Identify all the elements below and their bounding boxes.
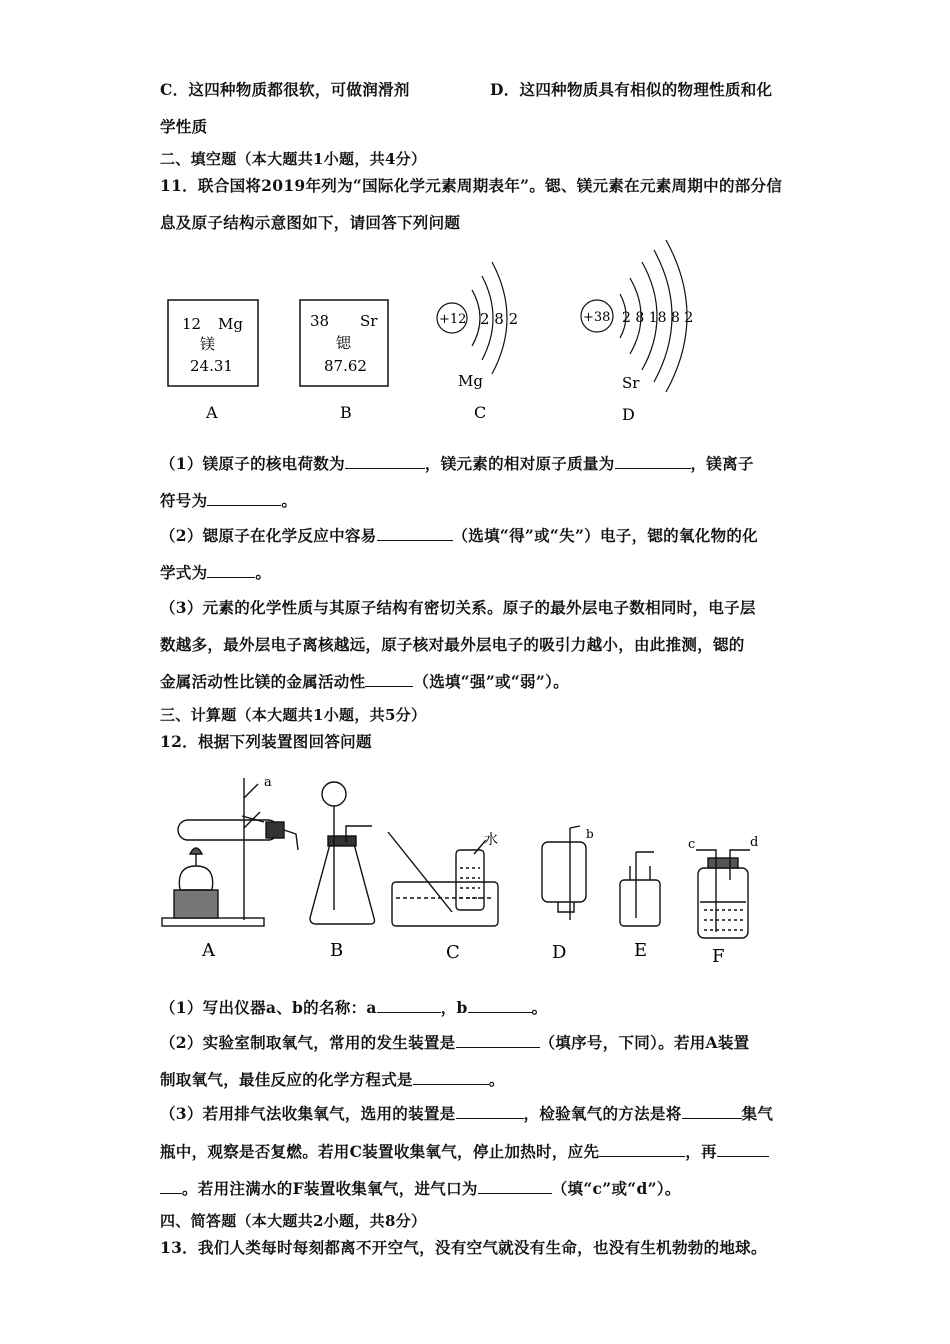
card-b-number: 38 (310, 312, 330, 330)
gas-jar-c (456, 850, 484, 910)
apparatus-label-f: F (712, 946, 725, 967)
q12-part-3-line-3: 。若用注满水的F装置收集氧气，进气口为 （填“c”或“d”）。 (160, 1177, 681, 1199)
gas-bottle-e (620, 880, 660, 926)
q12-part-2-line-1: （2）实验室制取氧气，常用的发生装置是 （填序号，下同）。若用A装置 (160, 1033, 750, 1052)
q12-part-3-line-1: （3）若用排气法收集氧气，选用的装置是 ，检验氧气的方法是将 集气 (160, 1104, 774, 1123)
mg-electrons: 2 8 2 (480, 310, 519, 328)
apparatus-label-b: B (330, 940, 344, 961)
q10-option-c: C．这四种物质都很软，可做润滑剂 (160, 80, 410, 99)
tube-stopper (266, 822, 284, 838)
answer-blank[interactable] (478, 1179, 552, 1194)
answer-blank[interactable] (377, 998, 441, 1013)
section-2-title: 二、填空题（本大题共1小题，共4分） (160, 150, 427, 168)
gas-bottle-d (542, 842, 586, 902)
answer-blank[interactable] (160, 1179, 182, 1194)
q11-part-1-line-2: 符号为 。 (160, 491, 298, 510)
mg-shell-1 (472, 290, 480, 346)
apparatus-label-d: D (552, 942, 567, 963)
q10-option-d-continued: 学性质 (160, 117, 208, 136)
q11-stem-line-2: 息及原子结构示意图如下，请回答下列问题 (160, 213, 461, 232)
delivery-tube-c (388, 832, 452, 912)
q11-part-3-line-2: 数越多，最外层电子离核越远，原子核对最外层电子的吸引力越小，由此推测，锶的 (160, 635, 745, 654)
funnel (322, 782, 346, 806)
q12-stem: 12．根据下列装置图回答问题 (160, 732, 372, 751)
card-a-name: 镁 (200, 335, 216, 353)
sr-nucleus-charge: +38 (583, 310, 611, 325)
label-b: B (340, 403, 352, 422)
test-tube (178, 820, 278, 840)
answer-blank[interactable] (456, 1104, 524, 1119)
label-a: A (206, 403, 218, 422)
q11-part-3-line-3: 金属活动性比镁的金属活动性 （选填“强”或“弱”）。 (160, 672, 569, 691)
mg-nucleus-charge: +12 (439, 312, 467, 327)
card-b-name: 锶 (336, 334, 352, 352)
stand-base-a (162, 918, 264, 926)
q11-part-3-line-1: （3）元素的化学性质与其原子结构有密切关系。原子的最外层电子数相同时，电子层 (160, 598, 756, 617)
alcohol-lamp (179, 866, 212, 890)
answer-blank[interactable] (377, 526, 453, 541)
q11-part-2-line-2: 学式为 。 (160, 563, 272, 582)
answer-blank[interactable] (717, 1142, 769, 1157)
apparatus-label-c: C (446, 942, 460, 963)
q11-part-2-line-1: （2）锶原子在化学反应中容易 （选填“得”或“失”）电子，锶的氧化物的化 (160, 526, 758, 545)
lamp-block (174, 890, 218, 918)
label-c: C (474, 403, 487, 422)
card-b-mass: 87.62 (324, 357, 367, 375)
apparatus-label-e: E (634, 940, 648, 961)
mg-symbol: Mg (458, 372, 483, 390)
card-a-number: 12 (182, 315, 202, 333)
answer-blank[interactable] (207, 491, 281, 506)
section-4-title: 四、简答题（本大题共2小题，共8分） (160, 1212, 427, 1230)
card-b-symbol: Sr (360, 312, 378, 330)
q12-part-1: （1）写出仪器a、b的名称：a ，b 。 (160, 998, 548, 1017)
apparatus-label-a: A (202, 940, 215, 961)
answer-blank[interactable] (599, 1142, 685, 1157)
q12-part-2-line-2: 制取氧气，最佳反应的化学方程式是 。 (160, 1070, 505, 1089)
answer-blank[interactable] (345, 454, 425, 469)
answer-blank[interactable] (615, 454, 691, 469)
label-d-small: d (750, 835, 759, 850)
q11-part-1-line-1: （1）镁原子的核电荷数为 ，镁元素的相对原子质量为 ，镁离子 (160, 454, 754, 473)
label-c-small: c (688, 837, 696, 852)
label-d: D (622, 405, 635, 424)
answer-blank[interactable] (207, 563, 255, 578)
sr-symbol: Sr (622, 374, 640, 392)
answer-blank[interactable] (413, 1070, 489, 1085)
q13-stem: 13．我们人类每时每刻都离不开空气，没有空气就没有生命，也没有生机勃勃的地球。 (160, 1238, 767, 1257)
label-a-small: a (264, 775, 272, 790)
section-3-title: 三、计算题（本大题共1小题，共5分） (160, 706, 427, 724)
answer-blank[interactable] (365, 672, 413, 687)
conical-flask (310, 844, 375, 924)
q12-apparatus-figure (160, 770, 780, 970)
q11-stem-line-1: 11．联合国将2019年列为“国际化学元素周期表年”。锶、镁元素在元素周期中的部分信 (160, 176, 783, 195)
delivery-tube-a (284, 830, 298, 850)
gas-bottle-f (698, 868, 748, 938)
sr-electrons: 2 8 18 8 2 (622, 310, 694, 326)
q12-part-3-line-2: 瓶中，观察是否复燃。若用C装置收集氧气，停止加热时，应先 ，再 (160, 1140, 769, 1162)
answer-blank[interactable] (468, 998, 532, 1013)
q10-option-d: D．这四种物质具有相似的物理性质和化 (490, 80, 773, 99)
answer-blank[interactable] (456, 1033, 540, 1048)
card-a-symbol: Mg (218, 315, 243, 333)
q11-figure (160, 238, 720, 433)
label-b-small: b (586, 827, 594, 841)
answer-blank[interactable] (682, 1104, 742, 1119)
label-water: 水 (484, 832, 498, 848)
card-a-mass: 24.31 (190, 357, 233, 375)
